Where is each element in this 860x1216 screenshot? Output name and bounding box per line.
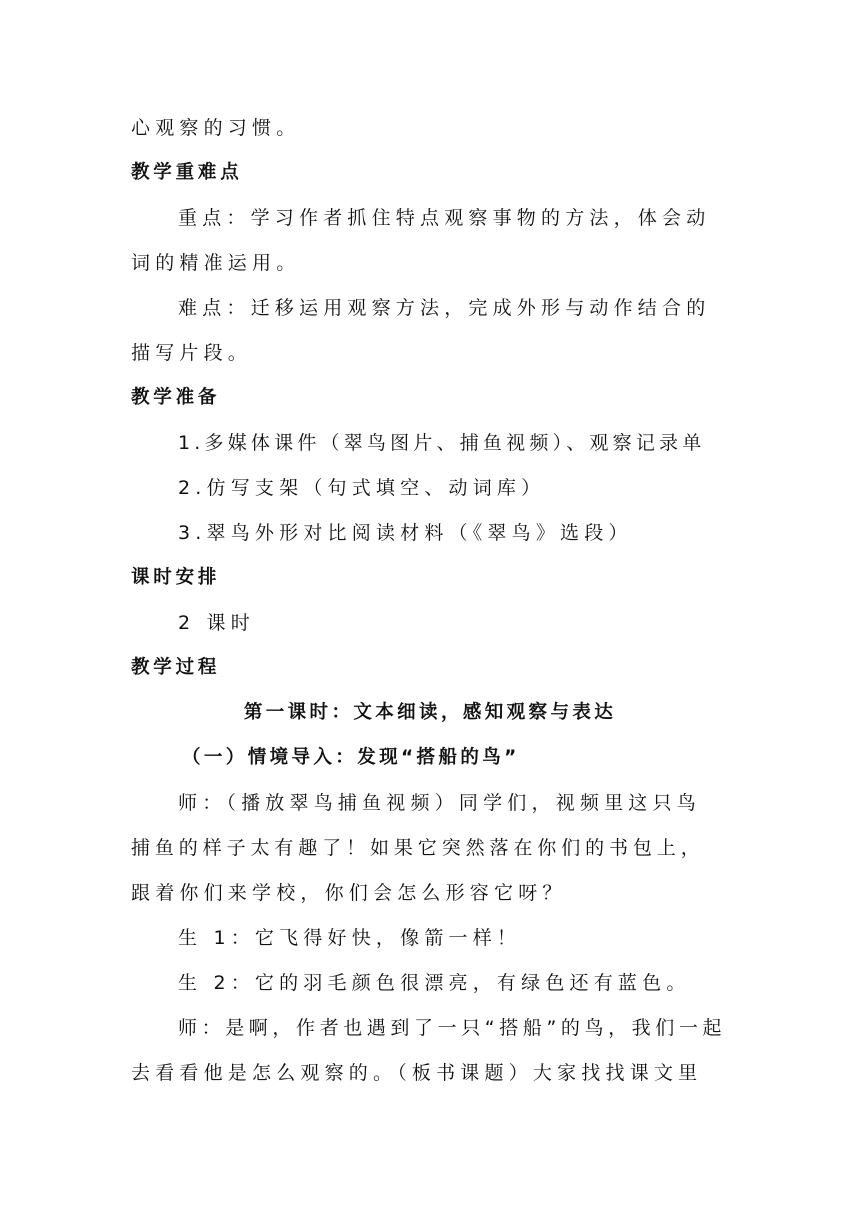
paragraph-line: 捕鱼的样子太有趣了！如果它突然落在你们的书包上， [131, 837, 705, 859]
section-heading-key-points: 教学重难点 [131, 162, 243, 183]
paragraph-line: 描写片段。 [131, 342, 253, 364]
paragraph-line: 生 1：它飞得好快，像箭一样！ [178, 927, 522, 949]
paragraph-line: 生 2：它的羽毛颜色很漂亮，有绿色还有蓝色。 [178, 972, 691, 994]
paragraph-line: 跟着你们来学校，你们会怎么形容它呀？ [131, 882, 567, 904]
paragraph-line: 师：（播放翠鸟捕鱼视频）同学们，视频里这只鸟 [178, 792, 701, 814]
paragraph-line: 词的精准运用。 [131, 252, 301, 274]
paragraph-line: 重点：学习作者抓住特点观察事物的方法，体会动 [178, 207, 711, 229]
paragraph-line: 2 课时 [178, 612, 255, 634]
section-heading-preparation: 教学准备 [131, 387, 221, 408]
lesson-heading: 第一课时：文本细读，感知观察与表达 [243, 702, 617, 723]
list-item: 1.多媒体课件（翠鸟图片、捕鱼视频）、观察记录单 [178, 432, 706, 454]
paragraph-line: 难点：迁移运用观察方法，完成外形与动作结合的 [178, 297, 711, 319]
list-item: 2.仿写支架（句式填空、动词库） [178, 477, 546, 499]
list-item: 3.翠鸟外形对比阅读材料（《翠鸟》选段） [178, 522, 633, 544]
sub-heading: （一）情境导入：发现“搭船的鸟” [182, 747, 520, 768]
paragraph-line: 师：是啊，作者也遇到了一只“搭船”的鸟，我们一起 [178, 1017, 727, 1039]
paragraph-line: 去看看他是怎么观察的。（板书课题）大家找找课文里 [131, 1062, 703, 1084]
paragraph-line: 心观察的习惯。 [131, 117, 301, 139]
section-heading-schedule: 课时安排 [131, 567, 221, 588]
section-heading-process: 教学过程 [131, 657, 221, 678]
